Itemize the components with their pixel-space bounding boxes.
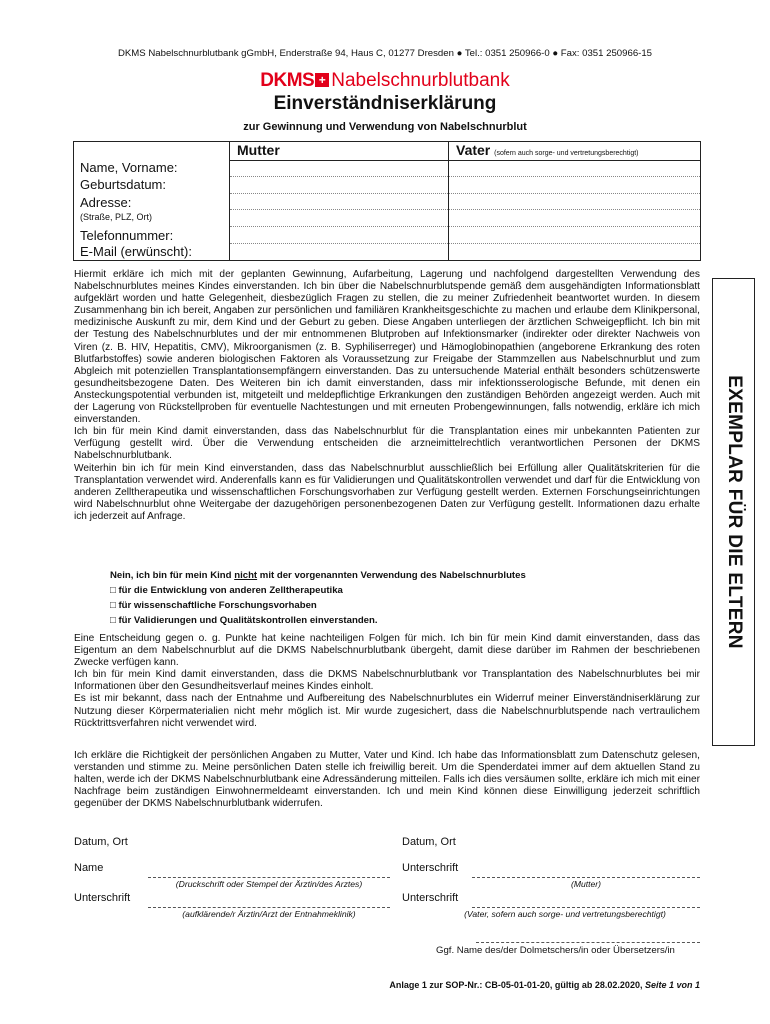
page-title: Einverständniserklärung <box>273 93 497 114</box>
interpreter-label: Ggf. Name des/der Dolmetschers/in oder Übersetzers/in <box>436 945 675 956</box>
label-birthdate: Geburtsdatum: <box>80 177 166 192</box>
opt-out-intro-not: nicht <box>234 570 258 581</box>
consent-paragraph-revocation: Es ist mir bekannt, dass nach der Entnahme und Aufbereitung des Nabelschnurblutes ein Widerruf meiner Einverständniserklärung zur Nutzung dieser Körpermaterialien nicht mehr möglich ist. Mir wurde zugesichert, dass die Nabelschnurblutspende nach vertraulichem Rücktrittsverfahren nicht verwendet wird. <box>74 693 700 729</box>
opt-out-item-validation[interactable] <box>110 615 378 626</box>
opt-out-item-label: für die Entwicklung von anderen Zelltherapeutika <box>118 585 343 596</box>
physician-name-line[interactable] <box>148 877 390 878</box>
footer-sop: Anlage 1 zur SOP-Nr.: CB-05-01-01-20, gültig ab 28.02.2020, <box>389 980 643 990</box>
letterhead-address: DKMS Nabelschnurblutbank gGmbH, Enderstraße 94, Haus C, 01277 Dresden ● Tel.: 0351 250966-0 ● Fax: 0351 250966-15 <box>117 48 653 59</box>
column-father <box>456 142 639 158</box>
label-email: E-Mail (erwünscht): <box>80 244 192 259</box>
table-corner-cell <box>74 142 230 161</box>
left-date-label: Datum, Ort <box>74 836 128 848</box>
checkbox-icon[interactable]: □ <box>110 615 116 626</box>
opt-out-item-research[interactable] <box>110 600 317 611</box>
row-divider-address2 <box>230 226 700 227</box>
footer-page: Seite 1 von 1 <box>644 980 700 990</box>
label-phone: Telefonnummer: <box>80 228 174 243</box>
row-divider-address1 <box>230 209 700 210</box>
column-father-label: Vater <box>456 142 491 158</box>
column-father-note: (sofern auch sorge- und vertretungsberechtigt) <box>494 150 639 157</box>
consent-text-block-1 <box>74 269 700 523</box>
opt-out-intro-start: Nein, ich bin für mein Kind <box>110 570 235 581</box>
father-signature-label: Unterschrift <box>402 892 459 904</box>
consent-text-block-2 <box>74 633 700 730</box>
logo-brand: DKMS <box>260 70 315 91</box>
consent-paragraph-data-protection: Ich erkläre die Richtigkeit der persönlichen Angaben zu Mutter, Vater und Kind. Ich habe das Informationsblatt zum Datenschutz gelesen, verstanden und stimme zu. Meine persönlichen Daten stelle ich freiwillig bereit. Um die Spenderdatei immer auf dem aktuellen Stand zu halten, werde ich der DKMS Nabelschnurblutbank eine Adressänderung mitteilen. Falls ich dies versäumen sollte, erkläre ich mich mit einer Nachfrage beim zuständigen Einwohnermeldeamt einverstanden. Ich und mein Kind können diese Einwilligung jederzeit schriftlich gegenüber der DKMS Nabelschnurblutbank widerrufen. <box>74 750 700 810</box>
label-address: Adresse: <box>80 195 132 210</box>
label-address-hint: (Straße, PLZ, Ort) <box>80 212 153 222</box>
physician-name-caption: (Druckschrift oder Stempel der Ärztin/des Arztes) <box>175 879 363 889</box>
checkbox-icon[interactable]: □ <box>110 600 116 611</box>
document-footer <box>389 980 700 990</box>
logo-name: Nabelschnurblutbank <box>331 70 510 91</box>
label-name: Name, Vorname: <box>80 160 178 175</box>
opt-out-item-cell-therapy[interactable] <box>110 585 343 596</box>
column-mother: Mutter <box>237 142 280 158</box>
consent-text-block-3 <box>74 750 700 810</box>
consent-paragraph-research: Weiterhin bin ich für mein Kind einverstanden, dass das Nabelschnurblut ausschließlich bei Erfüllung aller Qualitätskriterien für die Transplantation verwendet wird. Anderenfalls kann es für Validierungen und Qualitätskontrollen verwendet und darf für die Entwicklung von anderen Zelltherapeutika und wissenschaftlichen Forschungsvorhaben zur Verfügung gestellt werden. Externen Forschungseinrichtungen wird Nabelschnurblut ohne Weitergabe der dazugehörigen personenbezogenen Daten zur Verfügung gestellt. Informationen dazu erhalte ich jederzeit auf Anfrage. <box>74 462 700 522</box>
physician-signature-label: Unterschrift <box>74 892 131 904</box>
consent-paragraph-ownership: Eine Entscheidung gegen o. g. Punkte hat keine nachteiligen Folgen für mich. Ich bin für mein Kind damit einverstanden, dass das Eigentum an dem Nabelschnurblut auf die DKMS Nabelschnurblutbank übergeht, damit diese darüber im Rahmen der beschriebenen Zwecke verfügen kann. <box>74 633 700 669</box>
father-signature-line[interactable] <box>472 907 700 908</box>
page-subtitle: zur Gewinnung und Verwendung von Nabelschnurblut <box>243 121 527 133</box>
consent-paragraph-general: Hiermit erkläre ich mich mit der geplanten Gewinnung, Aufarbeitung, Lagerung und nachfolgend dargestellten Verwendung des Nabelschnurblutes meines Kindes einverstanden. Ich bin über die Nabelschnurblutspende gemäß dem ausgehändigten Informationsblatt aufgeklärt worden und hatte Gelegenheit, diesbezüglich Fragen zu stellen, die zu meiner Zufriedenheit beantwortet wurden. In diesem Zusammenhang bin ich bereit, Angaben zur persönlichen und familiären Krankheitsgeschichte zu machen und erlaube dem Klinikpersonal, medizinische Auskunft zu mir, dem Kind und der Geburt zu geben. Diese Angaben unterliegen der ärztlichen Schweigepflicht. Ich bin mit der Testung des Nabelschnurblutes und der mir entnommenen Blutproben auf Infektionsmarker (indirekter oder direkter Nachweis von Viren (z. B. HIV, Hepatitis, CMV), Mikroorganismen (z. B. Syphiliserreger) und Hämoglobinopathien (angeborene Erkrankung des roten Blutfarbstoffes) sowie anderen biologischen Faktoren als Voraussetzung zur Freigabe der Stammzellen aus Nabelschnurblut und zum Abgleich mit potenziellen Transplantationsempfängern einverstanden. Das zu untersuchende Material enthält besonders schützenswerte gesundheitsbezogene Daten. Des Weiteren bin ich damit einverstanden, dass mir infektionsserologische Befunde, mit denen ein Ansteckungspotential verbunden ist, mitgeteilt und meldepflichtige Erkrankungen den zuständigen Behörden angezeigt werden. Auch mit der Lagerung von Rückstellproben für eventuelle Nachtestungen und mit erneuten Probengewinnungen, falls notwendig, erkläre ich mich einverstanden. <box>74 269 700 426</box>
mother-signature-label: Unterschrift <box>402 862 459 874</box>
opt-out-intro-end: mit der vorgenannten Verwendung des Nabelschnurblutes <box>257 570 526 581</box>
row-divider-birthdate <box>230 193 700 194</box>
logo-plus-icon: + <box>315 73 329 87</box>
mother-signature-line[interactable] <box>472 877 700 878</box>
dkms-logo <box>0 70 770 92</box>
right-date-label: Datum, Ort <box>402 836 456 848</box>
mother-signature-caption: (Mutter) <box>570 879 602 889</box>
interpreter-name-line[interactable] <box>476 942 700 943</box>
opt-out-item-label: für wissenschaftliche Forschungsvorhaben <box>118 600 317 611</box>
side-label: EXEMPLAR FÜR DIE ELTERN <box>724 375 745 649</box>
physician-signature-caption: (aufklärende/r Ärztin/Arzt der Entnahmeklinik) <box>182 909 356 919</box>
physician-name-label: Name <box>74 862 104 874</box>
checkbox-icon[interactable]: □ <box>110 585 116 596</box>
consent-paragraph-health-info: Ich bin für mein Kind damit einverstanden, dass die DKMS Nabelschnurblutbank vor Transplantation des Nabelschnurblutes bei mir Informationen über den Gesundheitsverlauf meines Kindes einholt. <box>74 669 700 693</box>
row-divider-name <box>230 176 700 177</box>
row-divider-phone <box>230 243 700 244</box>
opt-out-intro <box>110 570 526 581</box>
opt-out-item-label: für Validierungen und Qualitätskontrollen einverstanden. <box>118 615 378 626</box>
father-signature-caption: (Vater, sofern auch sorge- und vertretungsberechtigt) <box>464 909 666 919</box>
physician-signature-line[interactable] <box>148 907 390 908</box>
consent-paragraph-transplant: Ich bin für mein Kind damit einverstanden, dass das Nabelschnurblut für die Transplantation eines mir unbekannten Patienten zur Verfügung gestellt wird. Über die Verwendung entscheiden die arzneimittelrechtlich verantwortlichen Personen der DKMS Nabelschnurblutbank. <box>74 426 700 462</box>
